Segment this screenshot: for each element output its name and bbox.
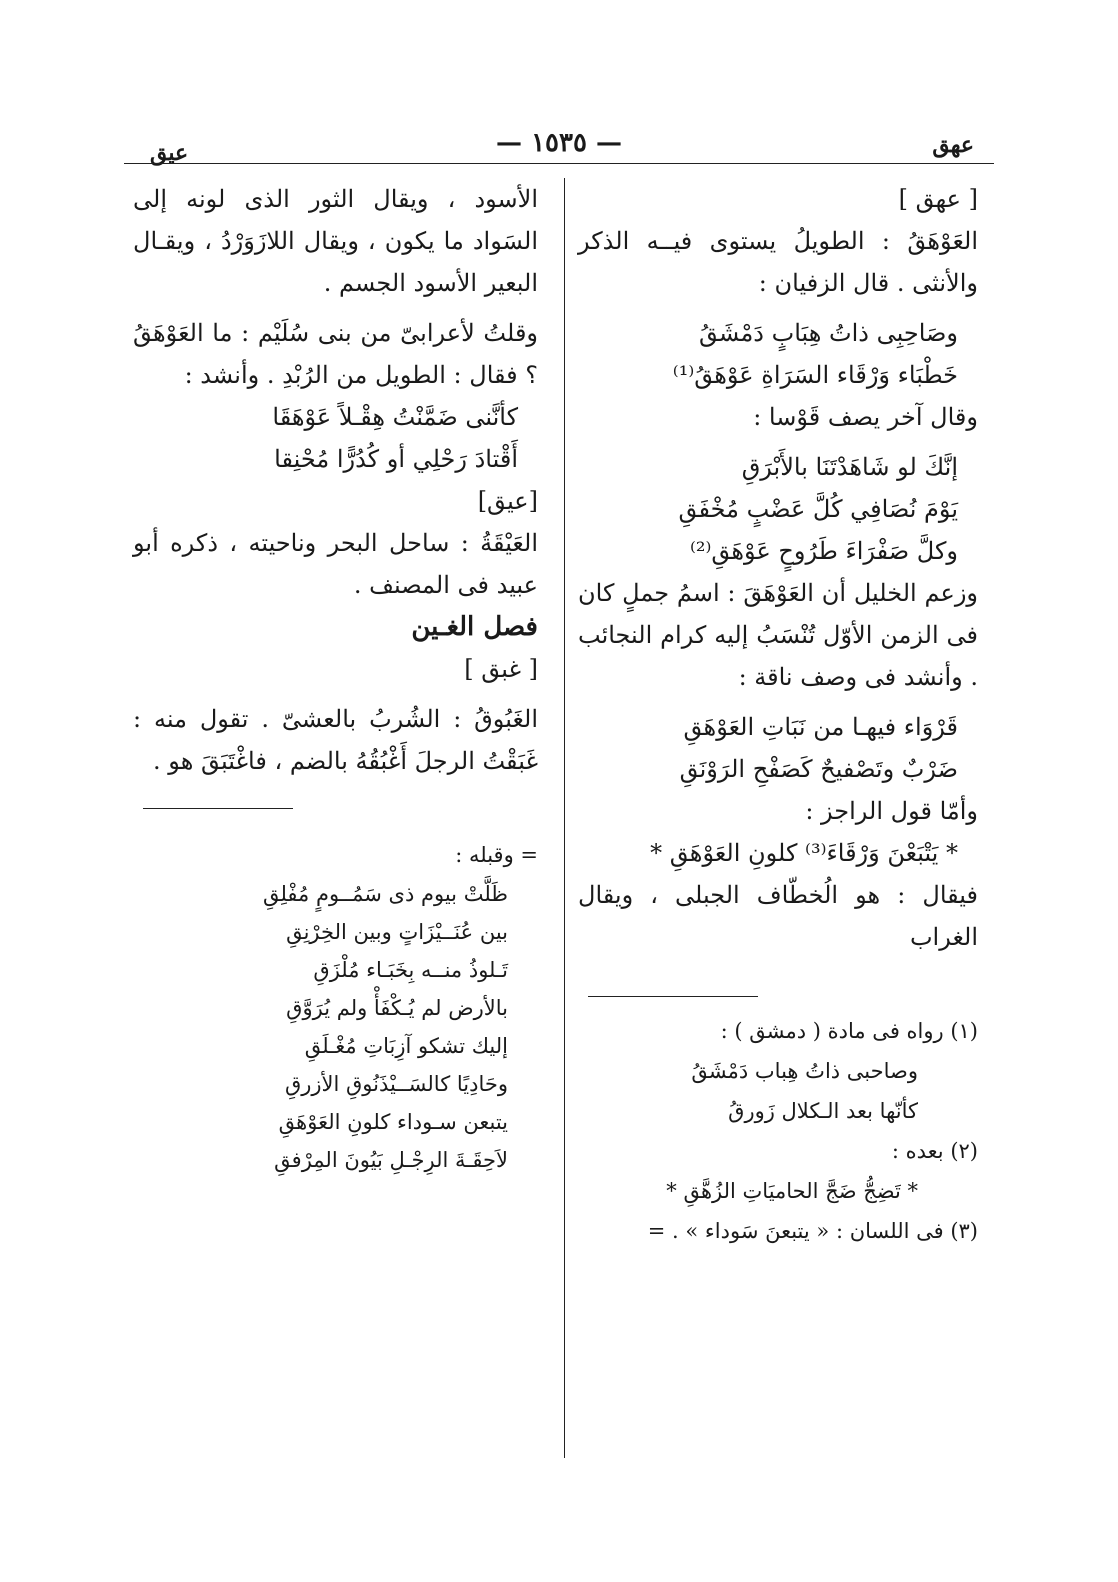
verse-line: كأنَّنى ضَمَّنْتُ هِقْـلاً عَوْهَقَا [272, 403, 518, 431]
paragraph: وزعم الخليل أن العَوْهَقَ : اسمُ جملٍ كان فى الزمن الأوّل تُنْسَبُ إليه كرام النجائب . وأنشد فى وصف ناقة : [578, 579, 979, 691]
verse-line: قَرْوَاء فيهـا من نَبَاتِ العَوْهَقِ [683, 713, 958, 741]
paragraph: وقال آخر يصف قَوْسا : [753, 403, 978, 431]
paragraph: الأسود ، ويقال الثور الذى لونه إلى السَواد ما يكون ، ويقال اللازَوَرْدُ ، ويقـال البعير الأسود الجسم . [133, 185, 538, 297]
paragraph: وأمّا قول الراجز : [805, 797, 978, 825]
entry-heading-ahq: [ عهق ] [898, 185, 978, 213]
entry-heading-ayq: [عيق] [477, 487, 538, 515]
footnote-verse: تَـلوذُ منــه بِخَبَـاء مُلْزَقِ [313, 958, 508, 982]
footnote-rule [588, 996, 758, 997]
header-right-entry: عهق [932, 132, 974, 158]
verse-line: وكلَّ صَفْرَاءَ طَرُوحٍ عَوْهَقِ⁽²⁾ [689, 537, 958, 565]
footnote: (٢) بعده : [891, 1139, 978, 1163]
footnote-verse: بالأرض لم يُـكْفَأْ ولم يُرَوَّقِ [286, 996, 508, 1020]
verse-line: يَوْمَ نُصَافِي كُلَّ عَضْبٍ مُخْفَقِ [678, 495, 958, 523]
footnote-rule [143, 808, 293, 809]
section-title: فصل الغـين [411, 612, 538, 642]
footnote-verse: وحَادِيًا كالسَــيْذَنُوقِ الأزرقِ [284, 1072, 508, 1096]
right-column [578, 178, 978, 1251]
verse-line: وصَاحِبِى ذاتُ هِبَابٍ دَمْشَقُ [699, 319, 958, 347]
footnote: = وقبله : [455, 843, 538, 867]
header-rule [124, 163, 994, 164]
paragraph: الغَبُوقُ : الشُربُ بالعشىّ . تقول منه : غَبَقْتُ الرجلَ أَغْبُقُهُ بالضم ، فاغْتَبَقَ هو . [133, 705, 538, 775]
paragraph: العَيْقَةُ : ساحل البحر وناحيته ، ذكره أبو عبيد فى المصنف . [133, 529, 538, 599]
footnote-verse: ظَلَّتْ بيوم ذى سَمُــومٍ مُفْلِقِ [262, 882, 508, 906]
footnote-verse: وصاحبى ذاتُ هِباب دَمْشَقُ [691, 1059, 918, 1083]
footnote-verse: * تَضِجُّ ضَجَّ الحاميَاتِ الزُهَّقِ * [666, 1179, 918, 1203]
footnote-verse: إليك تشكو آزِبَاتِ مُغْـلَقِ [304, 1034, 508, 1058]
verse-line: إنَّكَ لو شَاهَدْتَنَا بالأَبْرَقِ [741, 453, 958, 481]
verse-line: * يَتْبَعْنَ وَرْقَاءَ⁽³⁾ كلونِ العَوْهَقِ * [650, 839, 958, 867]
footnote: (٣) فى اللسان : « يتبعنَ سَوداء » . = [647, 1219, 978, 1243]
entry-heading-ghbq: [ غبق ] [464, 655, 538, 683]
paragraph: وقلتُ لأعرابىّ من بنى سُلَيْم : ما العَوْهَقُ ؟ فقال : الطويل من الرُبْدِ . وأنشد : [133, 319, 538, 389]
verse-line: أَقْتادَ رَحْلِي أو كُدُرًّا مُحْنِقا [274, 445, 518, 473]
header-left-entry: عيق [150, 140, 189, 166]
footnote-verse: يتبعن سـوداء كلونِ العَوْهَقِ [278, 1110, 508, 1134]
page-header [124, 128, 994, 168]
footnote-verse: لاَحِقَـةَ الرِجْـلِ بَيُونَ المِرْفقِ [274, 1148, 508, 1172]
footnote-verse: كأنّها بعد الـكلال زَورقُ [728, 1099, 918, 1123]
paragraph: فيقال : هو الُخطّاف الجبلى ، ويقال الغراب [578, 881, 978, 951]
verse-line: ضَرْبٌ وتَصْفيحٌ كَصَفْحِ الرَوْنَقِ [679, 755, 958, 783]
footnote: (١) رواه فى مادة ( دمشق ) : [720, 1019, 978, 1043]
left-column [133, 178, 538, 1179]
page-number: — ١٥٣٥ — [496, 128, 622, 158]
paragraph: العَوْهَقُ : الطويلُ يستوى فيــه الذكر والأنثى . قال الزفيان : [578, 227, 978, 297]
column-divider [564, 178, 565, 1458]
verse-line: خَطْبَاء وَرْقَاء السَرَاةِ عَوْهَقُ⁽¹⁾ [672, 361, 958, 389]
footnote-verse: بين عُنَــيْزَاتٍ وبين الخِرْنِقِ [286, 920, 508, 944]
